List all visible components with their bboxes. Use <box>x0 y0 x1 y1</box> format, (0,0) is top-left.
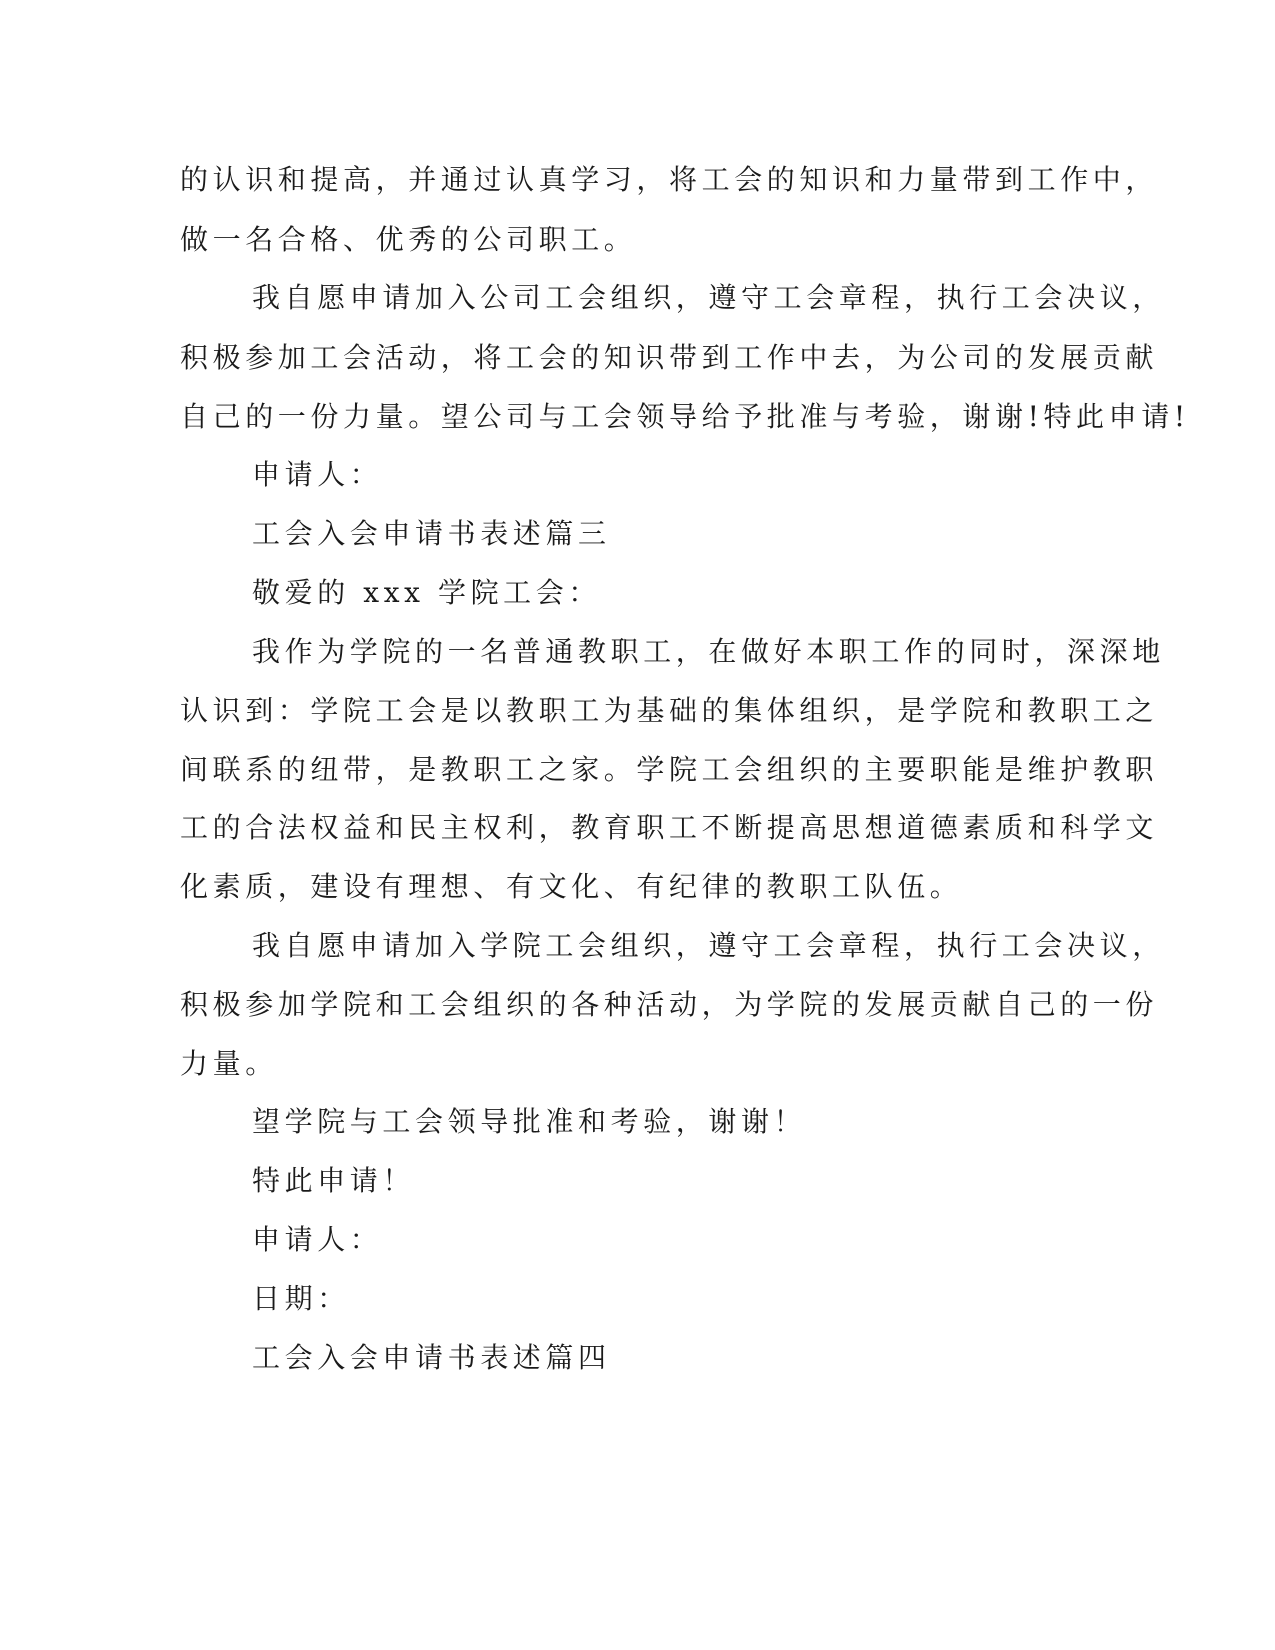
body-text-line: 积极参加学院和工会组织的各种活动，为学院的发展贡献自己的一份 <box>180 988 1159 1021</box>
salutation: 敬爱的 xxx 学院工会： <box>252 576 601 609</box>
body-text-line: 的认识和提高，并通过认真学习，将工会的知识和力量带到工作中， <box>180 163 1159 196</box>
body-text-line: 积极参加工会活动，将工会的知识带到工作中去，为公司的发展贡献 <box>180 341 1159 374</box>
body-text-line: 我自愿申请加入学院工会组织，遵守工会章程，执行工会决议， <box>252 929 1165 962</box>
body-text-line: 做一名合格、优秀的公司职工。 <box>180 223 637 256</box>
body-text-line: 认识到：学院工会是以教职工为基础的集体组织，是学院和教职工之 <box>180 694 1159 727</box>
body-text-line: 工的合法权益和民主权利，教育职工不断提高思想道德素质和科学文 <box>180 811 1159 844</box>
applicant-label: 申请人： <box>252 1223 383 1256</box>
applicant-label: 申请人： <box>252 458 383 491</box>
closing-line: 特此申请！ <box>252 1164 416 1197</box>
body-text-line: 我作为学院的一名普通教职工，在做好本职工作的同时，深深地 <box>252 635 1165 668</box>
section-heading: 工会入会申请书表述篇三 <box>252 517 611 550</box>
body-text-line: 自己的一份力量。望公司与工会领导给予批准与考验，谢谢!特此申请! <box>180 400 1190 433</box>
body-text-line: 我自愿申请加入公司工会组织，遵守工会章程，执行工会决议， <box>252 281 1165 314</box>
body-text-line: 望学院与工会领导批准和考验，谢谢！ <box>252 1105 807 1138</box>
date-label: 日期： <box>252 1282 350 1315</box>
body-text-line: 化素质，建设有理想、有文化、有纪律的教职工队伍。 <box>180 870 963 903</box>
section-heading: 工会入会申请书表述篇四 <box>252 1341 611 1374</box>
body-text-line: 力量。 <box>180 1047 278 1080</box>
body-text-line: 间联系的纽带，是教职工之家。学院工会组织的主要职能是维护教职 <box>180 753 1159 786</box>
